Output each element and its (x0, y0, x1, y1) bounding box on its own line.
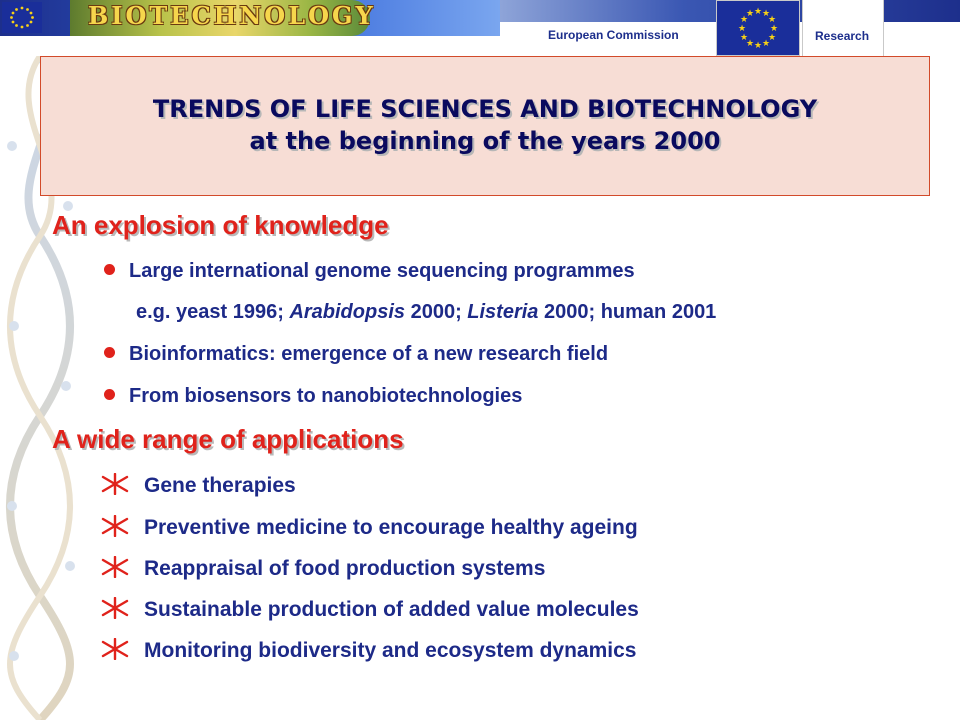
list-item-text: Sustainable production of added value molecules (144, 598, 639, 621)
svg-text:★: ★ (739, 33, 749, 43)
list-item-text: Monitoring biodiversity and ecosystem dynamics (144, 639, 637, 662)
example-text: 2000; human 2001 (538, 301, 717, 323)
asterisk-star-icon (100, 473, 130, 495)
svg-text:★: ★ (769, 24, 779, 34)
svg-text:★: ★ (767, 33, 777, 43)
svg-text:★: ★ (761, 9, 771, 19)
biotechnology-logo: BIOTECHNOLOGY (88, 1, 376, 30)
list-item-text: Gene therapies (144, 474, 296, 497)
asterisk-star-icon (100, 638, 130, 660)
svg-text:★: ★ (745, 39, 755, 49)
asterisk-star-icon (100, 556, 130, 578)
asterisk-star-icon (100, 515, 130, 537)
title-box (40, 56, 930, 196)
example-text: 2000; (405, 301, 468, 323)
red-dot-bullet-icon (104, 347, 115, 358)
eu-flag-small-icon (2, 2, 42, 33)
example-arabidopsis: Arabidopsis (289, 301, 406, 323)
svg-text:★: ★ (767, 15, 777, 25)
list-item-text: Bioinformatics: emergence of a new research field (129, 343, 609, 365)
red-dot-bullet-icon (104, 389, 115, 400)
svg-text:★: ★ (753, 41, 763, 51)
title-line-2: at the beginning of the years 2000 (249, 127, 721, 155)
list-item-text: Large international genome sequencing programmes (129, 260, 635, 282)
research-label: Research (815, 29, 870, 43)
title-line-1: TRENDS OF LIFE SCIENCES AND BIOTECHNOLOGY (152, 95, 818, 123)
section-heading-knowledge: An explosion of knowledge (52, 210, 389, 240)
red-dot-bullet-icon (104, 264, 115, 275)
svg-text:★: ★ (739, 15, 749, 25)
svg-text:★: ★ (753, 7, 763, 17)
genome-examples-line (136, 301, 716, 324)
research-box (802, 0, 884, 56)
svg-text:★: ★ (761, 39, 771, 49)
european-commission-label: European Commission (548, 28, 679, 42)
list-item (104, 385, 522, 408)
svg-text:★: ★ (745, 9, 755, 19)
list-item (100, 597, 639, 622)
list-item-text: Preventive medicine to encourage healthy ageing (144, 516, 638, 539)
list-item (104, 260, 635, 283)
example-text: e.g. yeast 1996; (136, 301, 290, 323)
list-item (100, 515, 638, 540)
eu-flag-icon (716, 0, 800, 56)
list-item-text: Reappraisal of food production systems (144, 557, 546, 580)
list-item (100, 473, 296, 498)
asterisk-star-icon (100, 597, 130, 619)
list-item (100, 638, 636, 663)
section-heading-applications: A wide range of applications (52, 424, 404, 454)
list-item (104, 343, 608, 366)
list-item (100, 556, 545, 581)
list-item-text: From biosensors to nanobiotechnologies (129, 385, 523, 407)
svg-text:★: ★ (737, 24, 747, 34)
example-listeria: Listeria (467, 301, 539, 323)
